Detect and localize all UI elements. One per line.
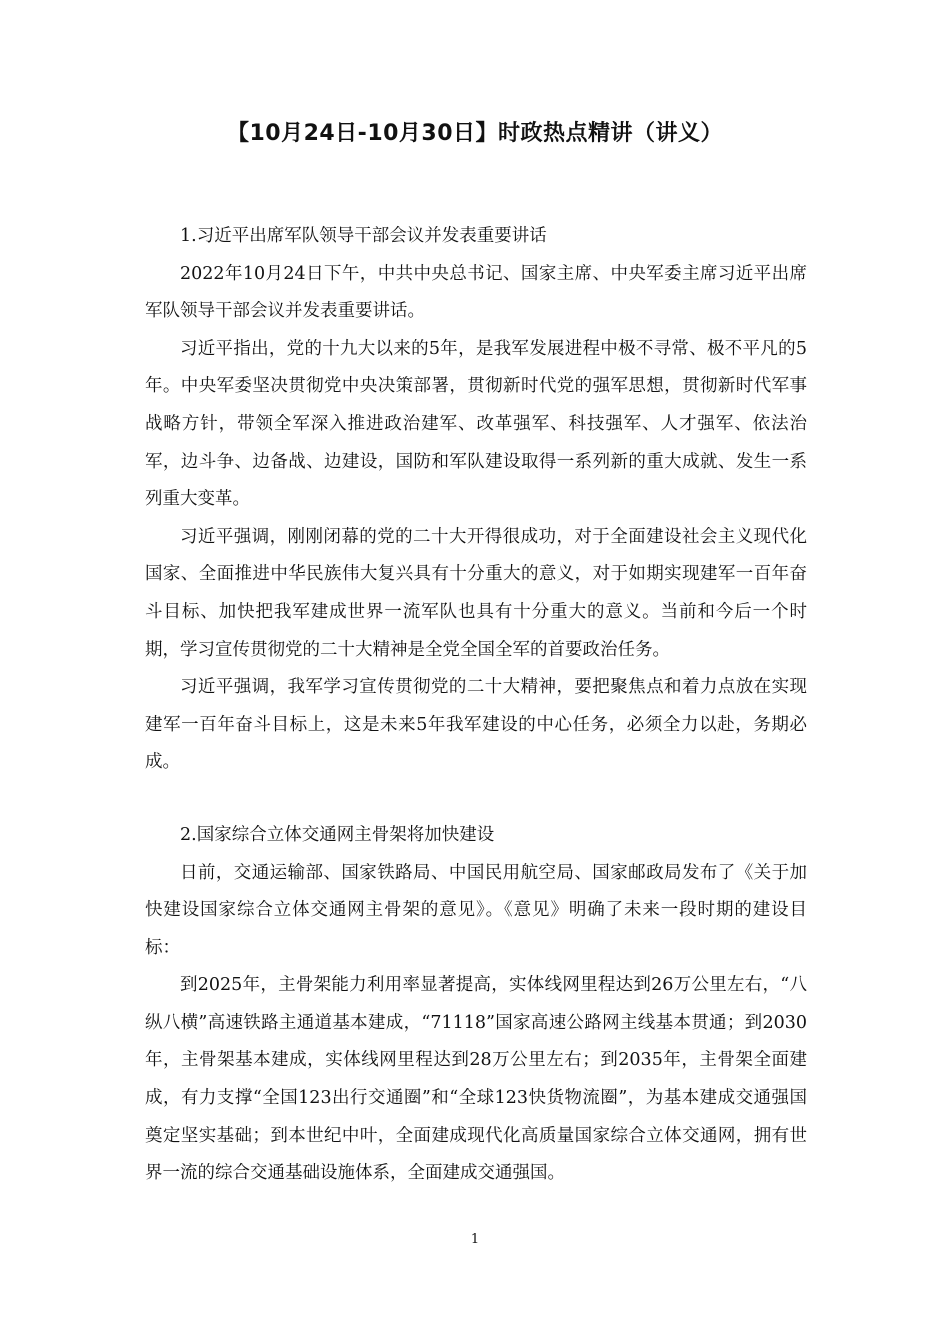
document-title: 【10月24日-10月30日】时政热点精讲（讲义） — [226, 121, 724, 146]
paragraph: 日前，交通运输部、国家铁路局、中国民用航空局、国家邮政局发布了《关于加快建设国家综合立体交通网主骨架的意见》。《意见》明确了未来一段时期的建设目标： — [145, 862, 807, 958]
paragraph: 到2025年，主骨架能力利用率显著提高，实体线网里程达到26万公里左右，“八纵八横”高速铁路主通道基本建成，“71118”国家高速公路网主线基本贯通；到2030年，主骨架基本建成，实体线网里程达到28万公里左右；到2035年，主骨架全面建成，有力支撑“全国123出行交通圈”和“全球123快货物流圈”，为基本建成交通强国奠定坚实基础；到本世纪中叶，全面建成现代化高质量国家综合立体交通网，拥有世界一流的综合交通基础设施体系，全面建成交通强国。 — [145, 975, 807, 1184]
section-spacer — [145, 782, 807, 817]
paragraph: 习近平强调，刚刚闭幕的党的二十大开得很成功，对于全面建设社会主义现代化国家、全面推进中华民族伟大复兴具有十分重大的意义，对于如期实现建军一百年奋斗目标、加快把我军建成世界一流军队也具有十分重大的意义。当前和今后一个时期，学习宣传贯彻党的二十大精神是全党全国全军的首要政治任务。 — [145, 526, 807, 660]
document-body — [145, 218, 807, 1193]
page-number: 1 — [470, 1232, 480, 1247]
paragraph: 2022年10月24日下午，中共中央总书记、国家主席、中央军委主席习近平出席军队领导干部会议并发表重要讲话。 — [145, 263, 807, 322]
paragraph: 习近平强调，我军学习宣传贯彻党的二十大精神，要把聚焦点和着力点放在实现建军一百年奋斗目标上，这是未来5年我军建设的中心任务，必须全力以赴，务期必成。 — [145, 677, 807, 773]
section-heading: 1.习近平出席军队领导干部会议并发表重要讲话 — [180, 226, 547, 246]
paragraph: 习近平指出，党的十九大以来的5年，是我军发展进程中极不寻常、极不平凡的5年。中央军委坚决贯彻党中央决策部署，贯彻新时代党的强军思想，贯彻新时代军事战略方针，带领全军深入推进政治建军、改革强军、科技强军、人才强军、依法治军，边斗争、边备战、边建设，国防和军队建设取得一系列新的重大成就、发生一系列重大变革。 — [145, 338, 807, 510]
section-heading: 2.国家综合立体交通网主骨架将加快建设 — [180, 824, 495, 845]
